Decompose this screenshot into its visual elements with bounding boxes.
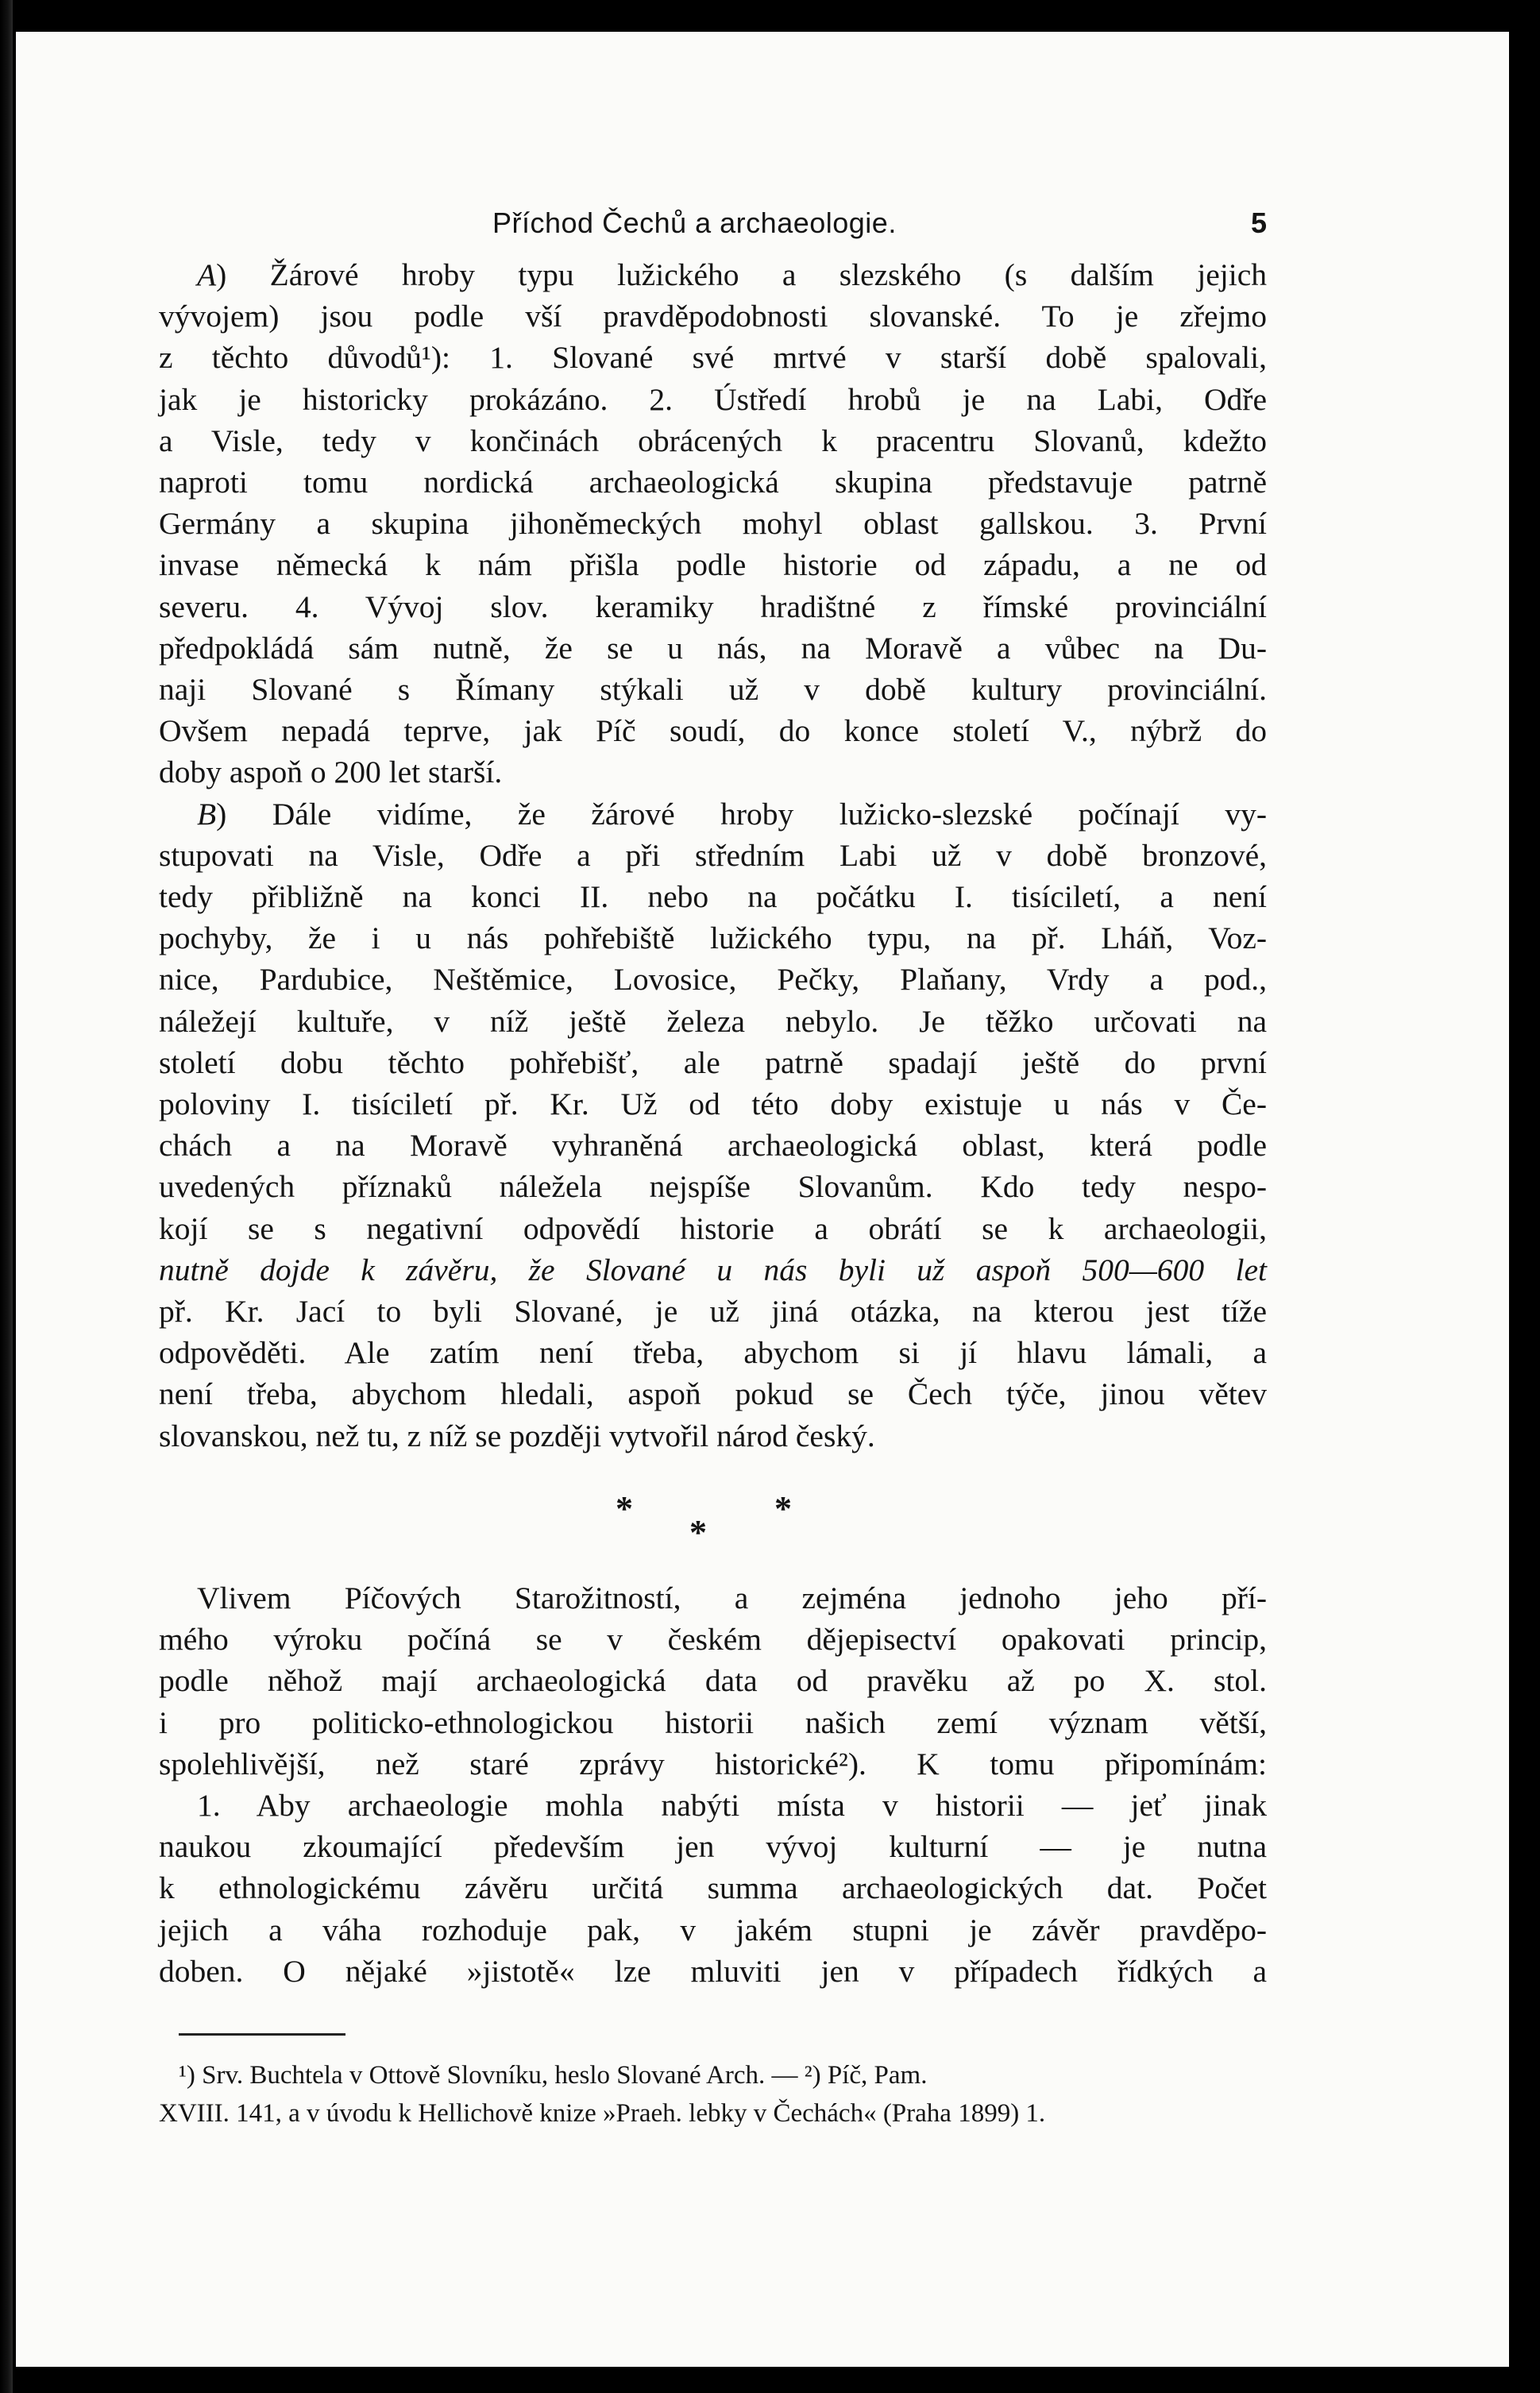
paragraph-b-line: není třeba, abychom hledali, aspoň pokud se Čech týče, jinou větev — [159, 1376, 1267, 1412]
paragraph-c — [159, 1577, 1267, 1785]
paragraph-b-line: tedy přibližně na konci II. nebo na počátku I. tisíciletí, a není — [159, 879, 1267, 915]
paragraph-b-line: poloviny I. tisíciletí př. Kr. Už od této doby existuje u nás v Če- — [159, 1086, 1267, 1122]
paragraph-b-label: B — [197, 796, 217, 832]
paragraph-a-line: doby aspoň o 200 let starší. — [159, 755, 503, 790]
paragraph-c-line: mého výroku počíná se v českém dějepisectví opakovati princip, — [159, 1622, 1267, 1658]
paragraph-c-line: Vlivem Píčových Starožitností, a zejména jednoho jeho pří- — [197, 1580, 1267, 1615]
paragraph-a-line: vývojem) jsou podle vší pravděpodobnosti slovanské. To je zřejmo — [159, 299, 1267, 334]
paragraph-b-line: B) Dále vidíme, že žárové hroby lužicko-slezské počínají vy- — [197, 796, 1267, 832]
paragraph-b-line: uvedených příznaků náležela nejspíše Slovanům. Kdo tedy nespo- — [159, 1169, 1267, 1205]
paragraph-b-line: náležejí kultuře, v níž ještě železa nebylo. Je těžko určovati na — [159, 1003, 1267, 1039]
paragraph-a-line: severu. 4. Vývoj slov. keramiky hradištné z římské provinciální — [159, 589, 1267, 624]
footnotes — [159, 2056, 1267, 2132]
paragraph-a-line: naproti tomu nordická archaeologická skupina představuje patrně — [159, 465, 1267, 500]
paragraph-b-line: slovanskou, než tu, z níž se později vytvořil národ český. — [159, 1418, 875, 1453]
paragraph-b — [159, 793, 1267, 1457]
paragraph-a-line: A) Žárové hroby typu lužického a slezského (s dalším jejich — [197, 257, 1267, 292]
running-head-title: Příchod Čechů a archaeologie. — [492, 206, 897, 239]
footnote-line-2: XVIII. 141, a v úvodu k Hellichově knize »Praeh. lebky v Čechách« (Praha 1899) 1. — [159, 2098, 1046, 2128]
paragraph-a-line: naji Slované s Římany stýkali už v době kultury provinciální. — [159, 672, 1267, 708]
paragraph-a-line: invase německá k nám přišla podle historie od západu, a ne od — [159, 547, 1267, 583]
page-number: 5 — [1250, 206, 1267, 239]
paragraph-a-line: jak je historicky prokázáno. 2. Ústředí hrobů je na Labi, Odře — [159, 381, 1267, 417]
book-page — [16, 32, 1509, 2367]
paragraph-b-line: stupovati na Visle, Odře a při středním Labi už v době bronzové, — [159, 837, 1267, 873]
paragraph-a-line: Ovšem nepadá teprve, jak Píč soudí, do konce století V., nýbrž do — [159, 713, 1267, 749]
paragraph-b-line: odpověděti. Ale zatím není třeba, abychom si jí hlavu lámali, a — [159, 1335, 1267, 1371]
page-content — [159, 191, 1267, 2132]
separator-asterisk: * — [774, 1488, 792, 1528]
paragraph-d-line: naukou zkoumající především jen vývoj kulturní — je nutna — [159, 1829, 1267, 1865]
scan-edge-right — [1516, 0, 1540, 2393]
paragraph-a-label: A — [197, 257, 217, 292]
paragraph-b-line: nice, Pardubice, Neštěmice, Lovosice, Pečky, Plaňany, Vrdy a pod., — [159, 962, 1267, 998]
paragraph-b-line: století dobu těchto pohřebišť, ale patrně spadají ještě do první — [159, 1044, 1267, 1080]
section-separator — [159, 1474, 1267, 1561]
paragraph-a-line: z těchto důvodů¹): 1. Slované své mrtvé v starší době spalovali, — [159, 340, 1267, 376]
footnote-rule — [179, 2033, 345, 2036]
paragraph-c-line: spolehlivější, než staré zprávy historické²). K tomu připomínám: — [159, 1746, 1267, 1781]
paragraph-b-line: př. Kr. Jací to byli Slované, je už jiná otázka, na kterou jest tíže — [159, 1294, 1267, 1330]
paragraph-d-line: 1. Aby archaeologie mohla nabýti místa v historii — jeť jinak — [197, 1787, 1267, 1823]
paragraph-d — [159, 1785, 1267, 1992]
paragraph-d-line: k ethnologickému závěru určitá summa archaeologických dat. Počet — [159, 1870, 1267, 1906]
running-head — [159, 191, 1267, 254]
paragraph-b-line: chách a na Moravě vyhraněná archaeologická oblast, která podle — [159, 1128, 1267, 1164]
paragraph-b-italic-conclusion: nutně dojde k závěru, že Slované u nás byli už aspoň 500—600 let — [159, 1252, 1267, 1287]
separator-asterisk: * — [616, 1488, 633, 1528]
paragraph-a-line: předpokládá sám nutně, že se u nás, na Moravě a vůbec na Du- — [159, 630, 1267, 666]
separator-asterisk: * — [689, 1512, 707, 1552]
paragraph-c-line: podle něhož mají archaeologická data od pravěku až po X. stol. — [159, 1663, 1267, 1699]
paragraph-a-line: a Visle, tedy v končinách obrácených k pracentru Slovanů, kdežto — [159, 423, 1267, 458]
paragraph-d-line: doben. O nějaké »jistotě« lze mluviti jen v případech řídkých a — [159, 1953, 1267, 1989]
paragraph-c-line: i pro politicko-ethnologickou historii našich zemí význam větší, — [159, 1704, 1267, 1740]
paragraph-b-line: kojí se s negativní odpovědí historie a obrátí se k archaeologii, — [159, 1210, 1267, 1246]
paragraph-d-line: jejich a váha rozhoduje pak, v jakém stupni je závěr pravděpo- — [159, 1912, 1267, 1947]
scan-edge-left — [0, 0, 13, 2393]
paragraph-a — [159, 254, 1267, 793]
paragraph-a-line: Germány a skupina jihoněmeckých mohyl oblast gallskou. 3. První — [159, 506, 1267, 542]
footnote-line-1: ¹) Srv. Buchtela v Ottově Slovníku, heslo Slované Arch. — ²) Píč, Pam. — [179, 2060, 928, 2090]
paragraph-b-line: pochyby, že i u nás pohřebiště lužického typu, na př. Lháň, Voz- — [159, 921, 1267, 956]
